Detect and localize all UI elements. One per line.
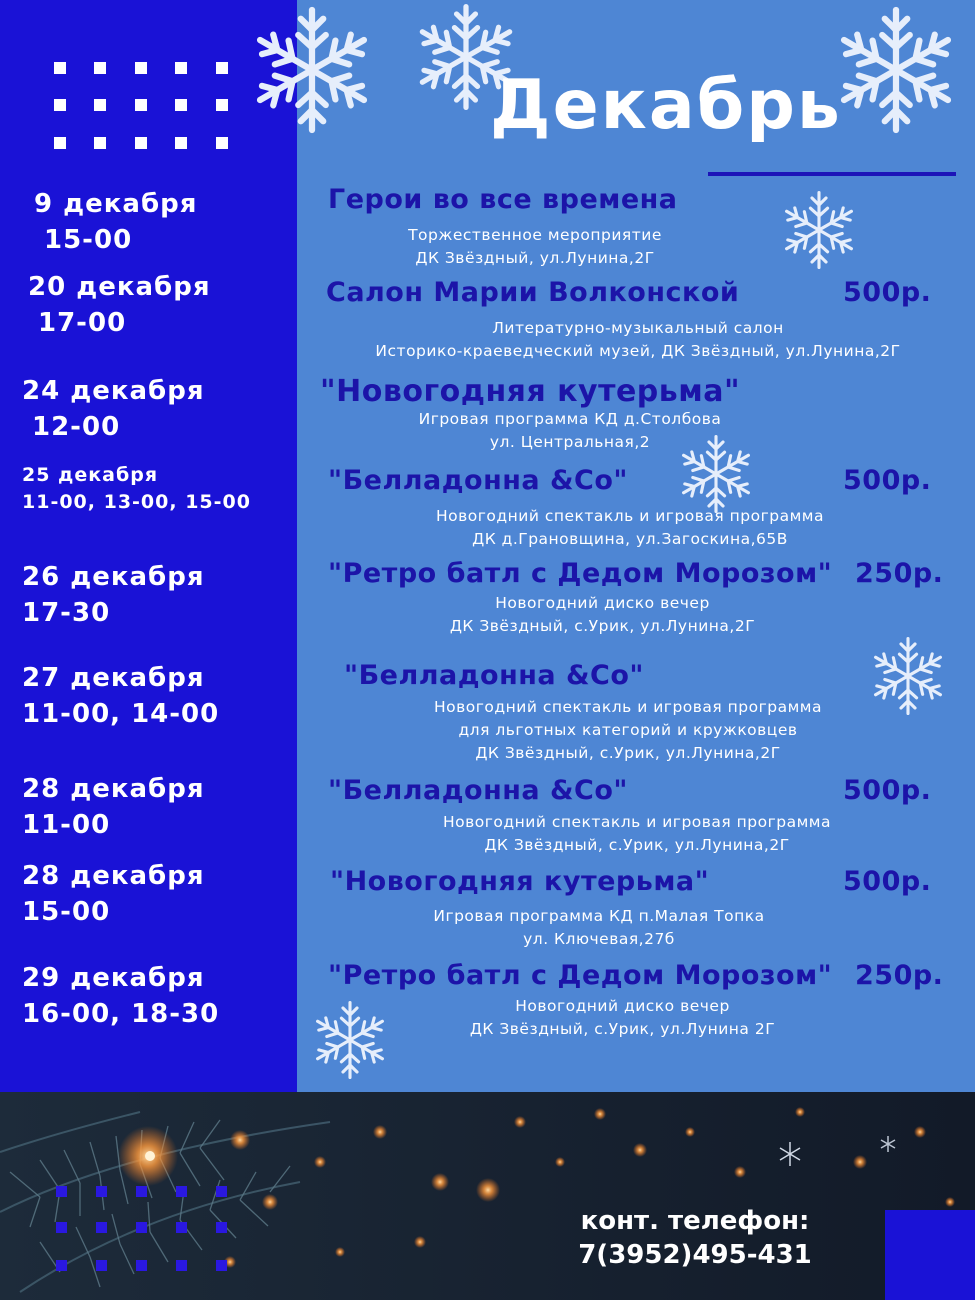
contact-label: конт. телефон: xyxy=(580,1206,810,1236)
event-description: Игровая программа КД п.Малая Топка ул. Ключевая,27б xyxy=(433,907,765,948)
event-description: Торжественное мероприятие ДК Звёздный, ул.Лунина,2Г xyxy=(408,226,662,267)
event-title: Салон Марии Волконской xyxy=(326,277,740,308)
snowflake-icon xyxy=(781,188,857,272)
event-title: "Новогодняя кутерьма" xyxy=(320,374,741,409)
event-description: Новогодний спектакль и игровая программа для льготных категорий и кружковцев ДК Звёздный, с.Урик, ул.Лунина,2Г xyxy=(434,698,822,762)
event-title: "Белладонна &Co" xyxy=(344,660,644,691)
event-price: 500р. xyxy=(843,277,932,308)
event-date: 28 декабря 11-00 xyxy=(22,774,205,840)
event-title: "Белладонна &Co" xyxy=(328,775,628,806)
snowflake-icon xyxy=(252,2,372,138)
event-price: 500р. xyxy=(843,465,932,496)
event-date: 9 декабря 15-00 xyxy=(34,189,198,255)
event-description: Новогодний спектакль и игровая программа ДК д.Грановщина, ул.Загоскина,65В xyxy=(436,507,824,548)
event-description: Новогодний диско вечер ДК Звёздный, с.Урик, ул.Лунина,2Г xyxy=(449,594,756,635)
event-price: 500р. xyxy=(843,866,932,897)
contact-block xyxy=(560,1204,830,1272)
event-title: "Новогодняя кутерьма" xyxy=(330,866,710,897)
event-price: 500р. xyxy=(843,775,932,806)
event-price: 250р. xyxy=(855,960,944,991)
event-date: 20 декабря 17-00 xyxy=(28,272,211,338)
corner-accent-block xyxy=(885,1210,975,1300)
event-date: 27 декабря 11-00, 14-00 xyxy=(22,663,220,729)
event-title: "Ретро батл с Дедом Морозом" xyxy=(328,558,833,589)
event-date: 26 декабря 17-30 xyxy=(22,562,205,628)
event-title: Герои во все времена xyxy=(328,184,678,215)
event-description: Новогодний диско вечер ДК Звёздный, с.Урик, ул.Лунина 2Г xyxy=(469,997,776,1038)
event-description: Новогодний спектакль и игровая программа ДК Звёздный, с.Урик, ул.Лунина,2Г xyxy=(443,813,831,854)
event-title: "Белладонна &Co" xyxy=(328,465,628,496)
snowflake-icon xyxy=(836,2,956,138)
event-date: 28 декабря 15-00 xyxy=(22,861,205,927)
event-title: "Ретро батл с Дедом Морозом" xyxy=(328,960,833,991)
event-date: 25 декабря 11-00, 13-00, 15-00 xyxy=(22,464,251,513)
month-title: Декабрь xyxy=(490,66,842,145)
event-description: Литературно-музыкальный салон Историко-краеведческий музей, ДК Звёздный, ул.Лунина,2Г xyxy=(375,319,901,360)
event-date: 24 декабря 12-00 xyxy=(22,376,205,442)
event-description: Игровая программа КД д.Столбова ул. Центральная,2 xyxy=(418,410,722,451)
contact-phone[interactable]: 7(3952)495-431 xyxy=(578,1240,812,1270)
event-date: 29 декабря 16-00, 18-30 xyxy=(22,963,220,1029)
title-underline xyxy=(708,172,956,176)
event-price: 250р. xyxy=(855,558,944,589)
